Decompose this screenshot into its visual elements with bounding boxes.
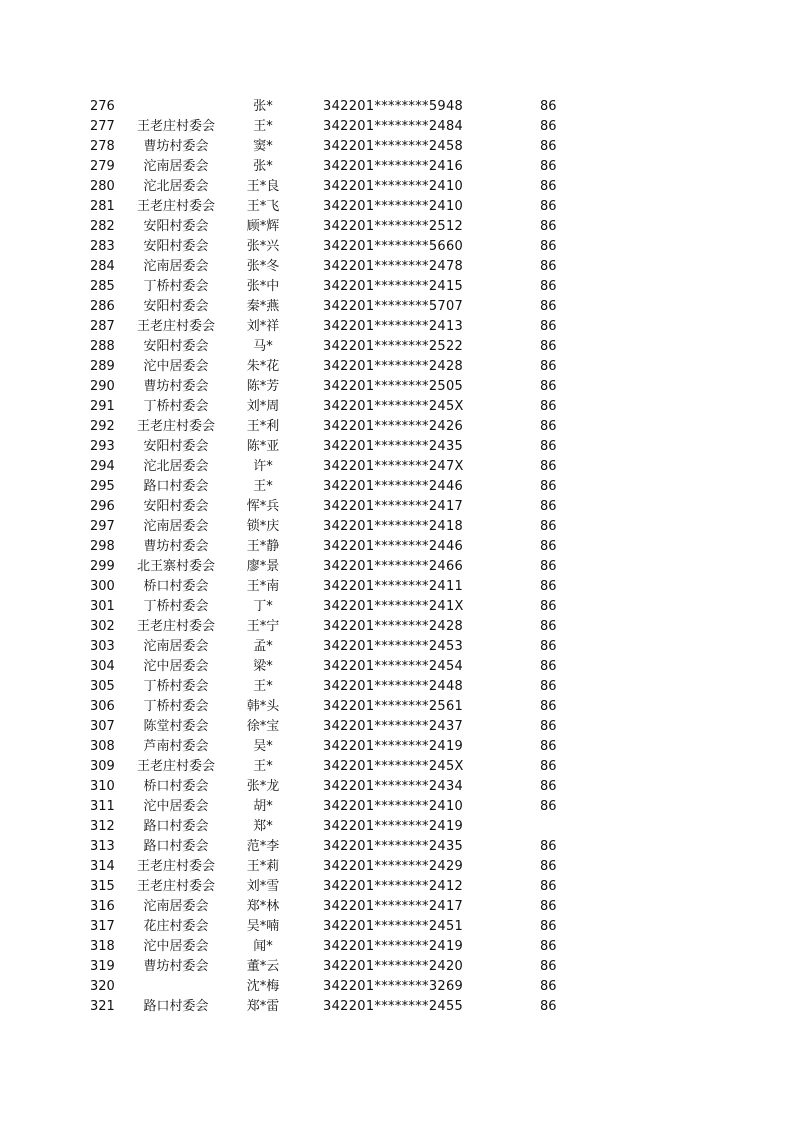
table-row <box>0 457 793 477</box>
table-row <box>0 237 793 257</box>
person-name: 张*冬 <box>246 259 280 274</box>
id-number: 342201********2435 <box>323 839 464 854</box>
score-value: 86 <box>540 99 557 114</box>
id-number: 342201********2454 <box>323 659 464 674</box>
person-name: 张*中 <box>246 279 280 294</box>
id-number: 342201********2419 <box>323 939 464 954</box>
unit-name: 沱中居委会 <box>143 939 209 954</box>
id-number: 342201********2451 <box>323 919 464 934</box>
id-number: 342201********2417 <box>323 499 464 514</box>
table-row <box>0 577 793 597</box>
unit-name: 曹坊村委会 <box>143 379 209 394</box>
unit-name: 桥口村委会 <box>143 579 209 594</box>
score-value: 86 <box>540 659 557 674</box>
id-number: 342201********2419 <box>323 819 464 834</box>
table-row <box>0 797 793 817</box>
id-number: 342201********2437 <box>323 719 464 734</box>
score-value: 86 <box>540 419 557 434</box>
table-row <box>0 417 793 437</box>
unit-name: 安阳村委会 <box>143 299 209 314</box>
row-number: 310 <box>90 779 115 794</box>
score-value: 86 <box>540 639 557 654</box>
score-value: 86 <box>540 559 557 574</box>
person-name: 秦*燕 <box>246 299 280 314</box>
person-name: 王*良 <box>246 179 280 194</box>
id-number: 342201********2428 <box>323 359 464 374</box>
table-row <box>0 877 793 897</box>
person-name: 王*利 <box>246 419 280 434</box>
table-row <box>0 937 793 957</box>
score-value: 86 <box>540 539 557 554</box>
unit-name: 王老庄村委会 <box>136 119 215 134</box>
person-name: 锁*庆 <box>246 519 280 534</box>
id-number: 342201********2428 <box>323 619 464 634</box>
score-value: 86 <box>540 339 557 354</box>
person-name: 徐*宝 <box>246 719 280 734</box>
id-number: 342201********2429 <box>323 859 464 874</box>
score-value: 86 <box>540 779 557 794</box>
table-row <box>0 497 793 517</box>
row-number: 277 <box>90 119 115 134</box>
row-number: 292 <box>90 419 115 434</box>
row-number: 298 <box>90 539 115 554</box>
id-number: 342201********2415 <box>323 279 464 294</box>
person-name: 王*莉 <box>246 859 280 874</box>
person-name: 闻* <box>253 939 273 954</box>
score-value: 86 <box>540 119 557 134</box>
unit-name: 丁桥村委会 <box>143 679 209 694</box>
score-value: 86 <box>540 259 557 274</box>
table-row <box>0 597 793 617</box>
table-row <box>0 377 793 397</box>
table-row <box>0 297 793 317</box>
table-row <box>0 277 793 297</box>
id-number: 342201********241X <box>323 599 464 614</box>
id-number: 342201********2435 <box>323 439 464 454</box>
score-value: 86 <box>540 399 557 414</box>
row-number: 297 <box>90 519 115 534</box>
table-row <box>0 717 793 737</box>
id-number: 342201********247X <box>323 459 464 474</box>
person-name: 恽*兵 <box>246 499 280 514</box>
table-row <box>0 757 793 777</box>
person-name: 陈*芳 <box>246 379 280 394</box>
unit-name: 丁桥村委会 <box>143 279 209 294</box>
person-name: 王*宁 <box>246 619 280 634</box>
unit-name: 王老庄村委会 <box>136 759 215 774</box>
person-name: 王* <box>253 759 273 774</box>
id-number: 342201********2419 <box>323 739 464 754</box>
row-number: 302 <box>90 619 115 634</box>
row-number: 312 <box>90 819 115 834</box>
row-number: 286 <box>90 299 115 314</box>
person-name: 王*静 <box>246 539 280 554</box>
person-name: 刘*雪 <box>246 879 280 894</box>
score-value: 86 <box>540 979 557 994</box>
id-number: 342201********2410 <box>323 199 464 214</box>
person-name: 郑*林 <box>246 899 280 914</box>
table-row <box>0 197 793 217</box>
person-name: 朱*花 <box>246 359 280 374</box>
person-name: 王*飞 <box>246 199 280 214</box>
person-name: 张* <box>253 159 273 174</box>
person-name: 韩*头 <box>246 699 280 714</box>
table-row <box>0 957 793 977</box>
person-name: 吴* <box>253 739 273 754</box>
unit-name: 芦南村委会 <box>143 739 209 754</box>
table-row <box>0 137 793 157</box>
id-number: 342201********2448 <box>323 679 464 694</box>
person-name: 张*兴 <box>246 239 280 254</box>
row-number: 307 <box>90 719 115 734</box>
table-row <box>0 557 793 577</box>
id-number: 342201********2413 <box>323 319 464 334</box>
id-number: 342201********2420 <box>323 959 464 974</box>
unit-name: 沱北居委会 <box>143 459 209 474</box>
score-value: 86 <box>540 279 557 294</box>
row-number: 287 <box>90 319 115 334</box>
row-number: 314 <box>90 859 115 874</box>
score-value: 86 <box>540 299 557 314</box>
person-name: 许* <box>253 459 273 474</box>
row-number: 317 <box>90 919 115 934</box>
row-number: 289 <box>90 359 115 374</box>
unit-name: 沱中居委会 <box>143 659 209 674</box>
unit-name: 王老庄村委会 <box>136 199 215 214</box>
id-number: 342201********5707 <box>323 299 464 314</box>
table-row <box>0 257 793 277</box>
id-number: 342201********2411 <box>323 579 464 594</box>
id-number: 342201********2418 <box>323 519 464 534</box>
unit-name: 王老庄村委会 <box>136 879 215 894</box>
person-name: 刘*祥 <box>246 319 280 334</box>
id-number: 342201********2416 <box>323 159 464 174</box>
row-number: 318 <box>90 939 115 954</box>
row-number: 301 <box>90 599 115 614</box>
row-number: 284 <box>90 259 115 274</box>
id-number: 342201********2505 <box>323 379 464 394</box>
id-number: 342201********2446 <box>323 539 464 554</box>
unit-name: 曹坊村委会 <box>143 959 209 974</box>
table-row <box>0 157 793 177</box>
unit-name: 路口村委会 <box>143 839 209 854</box>
person-name: 沈*梅 <box>246 979 280 994</box>
row-number: 285 <box>90 279 115 294</box>
score-value: 86 <box>540 519 557 534</box>
row-number: 281 <box>90 199 115 214</box>
table-row <box>0 637 793 657</box>
unit-name: 沱北居委会 <box>143 179 209 194</box>
score-value: 86 <box>540 959 557 974</box>
id-number: 342201********2478 <box>323 259 464 274</box>
score-value: 86 <box>540 899 557 914</box>
person-name: 马* <box>253 339 273 354</box>
row-number: 313 <box>90 839 115 854</box>
unit-name: 沱南居委会 <box>143 639 209 654</box>
id-number: 342201********2484 <box>323 119 464 134</box>
person-name: 胡* <box>253 799 273 814</box>
score-value: 86 <box>540 219 557 234</box>
score-value: 86 <box>540 359 557 374</box>
table-row <box>0 697 793 717</box>
score-value: 86 <box>540 839 557 854</box>
unit-name: 王老庄村委会 <box>136 319 215 334</box>
id-number: 342201********2426 <box>323 419 464 434</box>
score-value: 86 <box>540 319 557 334</box>
score-value: 86 <box>540 199 557 214</box>
row-number: 309 <box>90 759 115 774</box>
id-number: 342201********2453 <box>323 639 464 654</box>
table-row <box>0 677 793 697</box>
person-name: 张* <box>253 99 273 114</box>
row-number: 288 <box>90 339 115 354</box>
row-number: 280 <box>90 179 115 194</box>
table-row <box>0 777 793 797</box>
table-row <box>0 537 793 557</box>
row-number: 282 <box>90 219 115 234</box>
table-row <box>0 997 793 1017</box>
person-name: 董*云 <box>246 959 280 974</box>
row-number: 296 <box>90 499 115 514</box>
person-name: 陈*亚 <box>246 439 280 454</box>
row-number: 316 <box>90 899 115 914</box>
unit-name: 沱南居委会 <box>143 159 209 174</box>
table-row <box>0 517 793 537</box>
score-value: 86 <box>540 759 557 774</box>
row-number: 291 <box>90 399 115 414</box>
unit-name: 沱南居委会 <box>143 519 209 534</box>
person-name: 窦* <box>253 139 273 154</box>
row-number: 293 <box>90 439 115 454</box>
score-value: 86 <box>540 239 557 254</box>
id-number: 342201********2434 <box>323 779 464 794</box>
score-value: 86 <box>540 599 557 614</box>
unit-name: 丁桥村委会 <box>143 699 209 714</box>
score-value: 86 <box>540 179 557 194</box>
table-row <box>0 857 793 877</box>
person-name: 孟* <box>253 639 273 654</box>
score-value: 86 <box>540 719 557 734</box>
unit-name: 丁桥村委会 <box>143 399 209 414</box>
id-number: 342201********2522 <box>323 339 464 354</box>
person-name: 吴*喃 <box>246 919 280 934</box>
row-number: 320 <box>90 979 115 994</box>
unit-name: 花庄村委会 <box>143 919 209 934</box>
score-value: 86 <box>540 739 557 754</box>
score-value: 86 <box>540 439 557 454</box>
table-row <box>0 117 793 137</box>
id-number: 342201********2458 <box>323 139 464 154</box>
unit-name: 路口村委会 <box>143 819 209 834</box>
table-row <box>0 917 793 937</box>
id-number: 342201********2512 <box>323 219 464 234</box>
person-name: 顾*辉 <box>246 219 280 234</box>
person-name: 范*李 <box>246 839 280 854</box>
table-row <box>0 317 793 337</box>
score-value: 86 <box>540 939 557 954</box>
unit-name: 沱南居委会 <box>143 899 209 914</box>
row-number: 294 <box>90 459 115 474</box>
id-number: 342201********5660 <box>323 239 464 254</box>
row-number: 304 <box>90 659 115 674</box>
id-number: 342201********245X <box>323 399 464 414</box>
row-number: 283 <box>90 239 115 254</box>
row-number: 299 <box>90 559 115 574</box>
score-value: 86 <box>540 919 557 934</box>
unit-name: 沱中居委会 <box>143 359 209 374</box>
unit-name: 安阳村委会 <box>143 339 209 354</box>
table-row <box>0 617 793 637</box>
id-number: 342201********2410 <box>323 179 464 194</box>
unit-name: 王老庄村委会 <box>136 419 215 434</box>
id-number: 342201********3269 <box>323 979 464 994</box>
row-number: 306 <box>90 699 115 714</box>
person-name: 丁* <box>253 599 273 614</box>
score-value: 86 <box>540 479 557 494</box>
row-number: 278 <box>90 139 115 154</box>
row-number: 321 <box>90 999 115 1014</box>
person-name: 刘*周 <box>246 399 280 414</box>
id-number: 342201********2446 <box>323 479 464 494</box>
id-number: 342201********2561 <box>323 699 464 714</box>
person-name: 郑* <box>253 819 273 834</box>
row-number: 276 <box>90 99 115 114</box>
unit-name: 路口村委会 <box>143 999 209 1014</box>
unit-name: 王老庄村委会 <box>136 859 215 874</box>
table-row <box>0 357 793 377</box>
unit-name: 陈堂村委会 <box>143 719 209 734</box>
row-number: 311 <box>90 799 115 814</box>
score-value: 86 <box>540 859 557 874</box>
score-value: 86 <box>540 159 557 174</box>
row-number: 315 <box>90 879 115 894</box>
person-name: 梁* <box>253 659 273 674</box>
table-row <box>0 897 793 917</box>
row-number: 319 <box>90 959 115 974</box>
unit-name: 桥口村委会 <box>143 779 209 794</box>
table-row <box>0 337 793 357</box>
table-row <box>0 977 793 997</box>
score-value: 86 <box>540 499 557 514</box>
id-number: 342201********2466 <box>323 559 464 574</box>
id-number: 342201********245X <box>323 759 464 774</box>
unit-name: 安阳村委会 <box>143 239 209 254</box>
unit-name: 丁桥村委会 <box>143 599 209 614</box>
person-name: 王* <box>253 679 273 694</box>
unit-name: 沱南居委会 <box>143 259 209 274</box>
score-value: 86 <box>540 799 557 814</box>
score-value: 86 <box>540 999 557 1014</box>
table-row <box>0 217 793 237</box>
score-value: 86 <box>540 699 557 714</box>
table-row <box>0 817 793 837</box>
person-name: 郑*雷 <box>246 999 280 1014</box>
score-value: 86 <box>540 619 557 634</box>
person-name: 王* <box>253 479 273 494</box>
row-number: 300 <box>90 579 115 594</box>
unit-name: 安阳村委会 <box>143 499 209 514</box>
score-value: 86 <box>540 139 557 154</box>
unit-name: 路口村委会 <box>143 479 209 494</box>
person-name: 廖*景 <box>246 559 280 574</box>
person-name: 张*龙 <box>246 779 280 794</box>
table-row <box>0 397 793 417</box>
score-value: 86 <box>540 459 557 474</box>
table-row <box>0 737 793 757</box>
person-name: 王*南 <box>246 579 280 594</box>
score-value: 86 <box>540 379 557 394</box>
table-row <box>0 837 793 857</box>
table-row <box>0 97 793 117</box>
row-number: 305 <box>90 679 115 694</box>
score-value: 86 <box>540 879 557 894</box>
row-number: 303 <box>90 639 115 654</box>
table-row <box>0 477 793 497</box>
unit-name: 沱中居委会 <box>143 799 209 814</box>
unit-name: 王老庄村委会 <box>136 619 215 634</box>
unit-name: 曹坊村委会 <box>143 539 209 554</box>
id-number: 342201********2455 <box>323 999 464 1014</box>
row-number: 279 <box>90 159 115 174</box>
row-number: 290 <box>90 379 115 394</box>
score-value: 86 <box>540 579 557 594</box>
table-row <box>0 437 793 457</box>
unit-name: 安阳村委会 <box>143 439 209 454</box>
table-row <box>0 177 793 197</box>
person-name: 王* <box>253 119 273 134</box>
score-value: 86 <box>540 679 557 694</box>
id-number: 342201********2410 <box>323 799 464 814</box>
id-number: 342201********2412 <box>323 879 464 894</box>
table-row <box>0 657 793 677</box>
id-number: 342201********5948 <box>323 99 464 114</box>
unit-name: 北王寨村委会 <box>136 559 215 574</box>
id-number: 342201********2417 <box>323 899 464 914</box>
unit-name: 曹坊村委会 <box>143 139 209 154</box>
row-number: 308 <box>90 739 115 754</box>
score-table <box>0 97 793 1017</box>
unit-name: 安阳村委会 <box>143 219 209 234</box>
row-number: 295 <box>90 479 115 494</box>
